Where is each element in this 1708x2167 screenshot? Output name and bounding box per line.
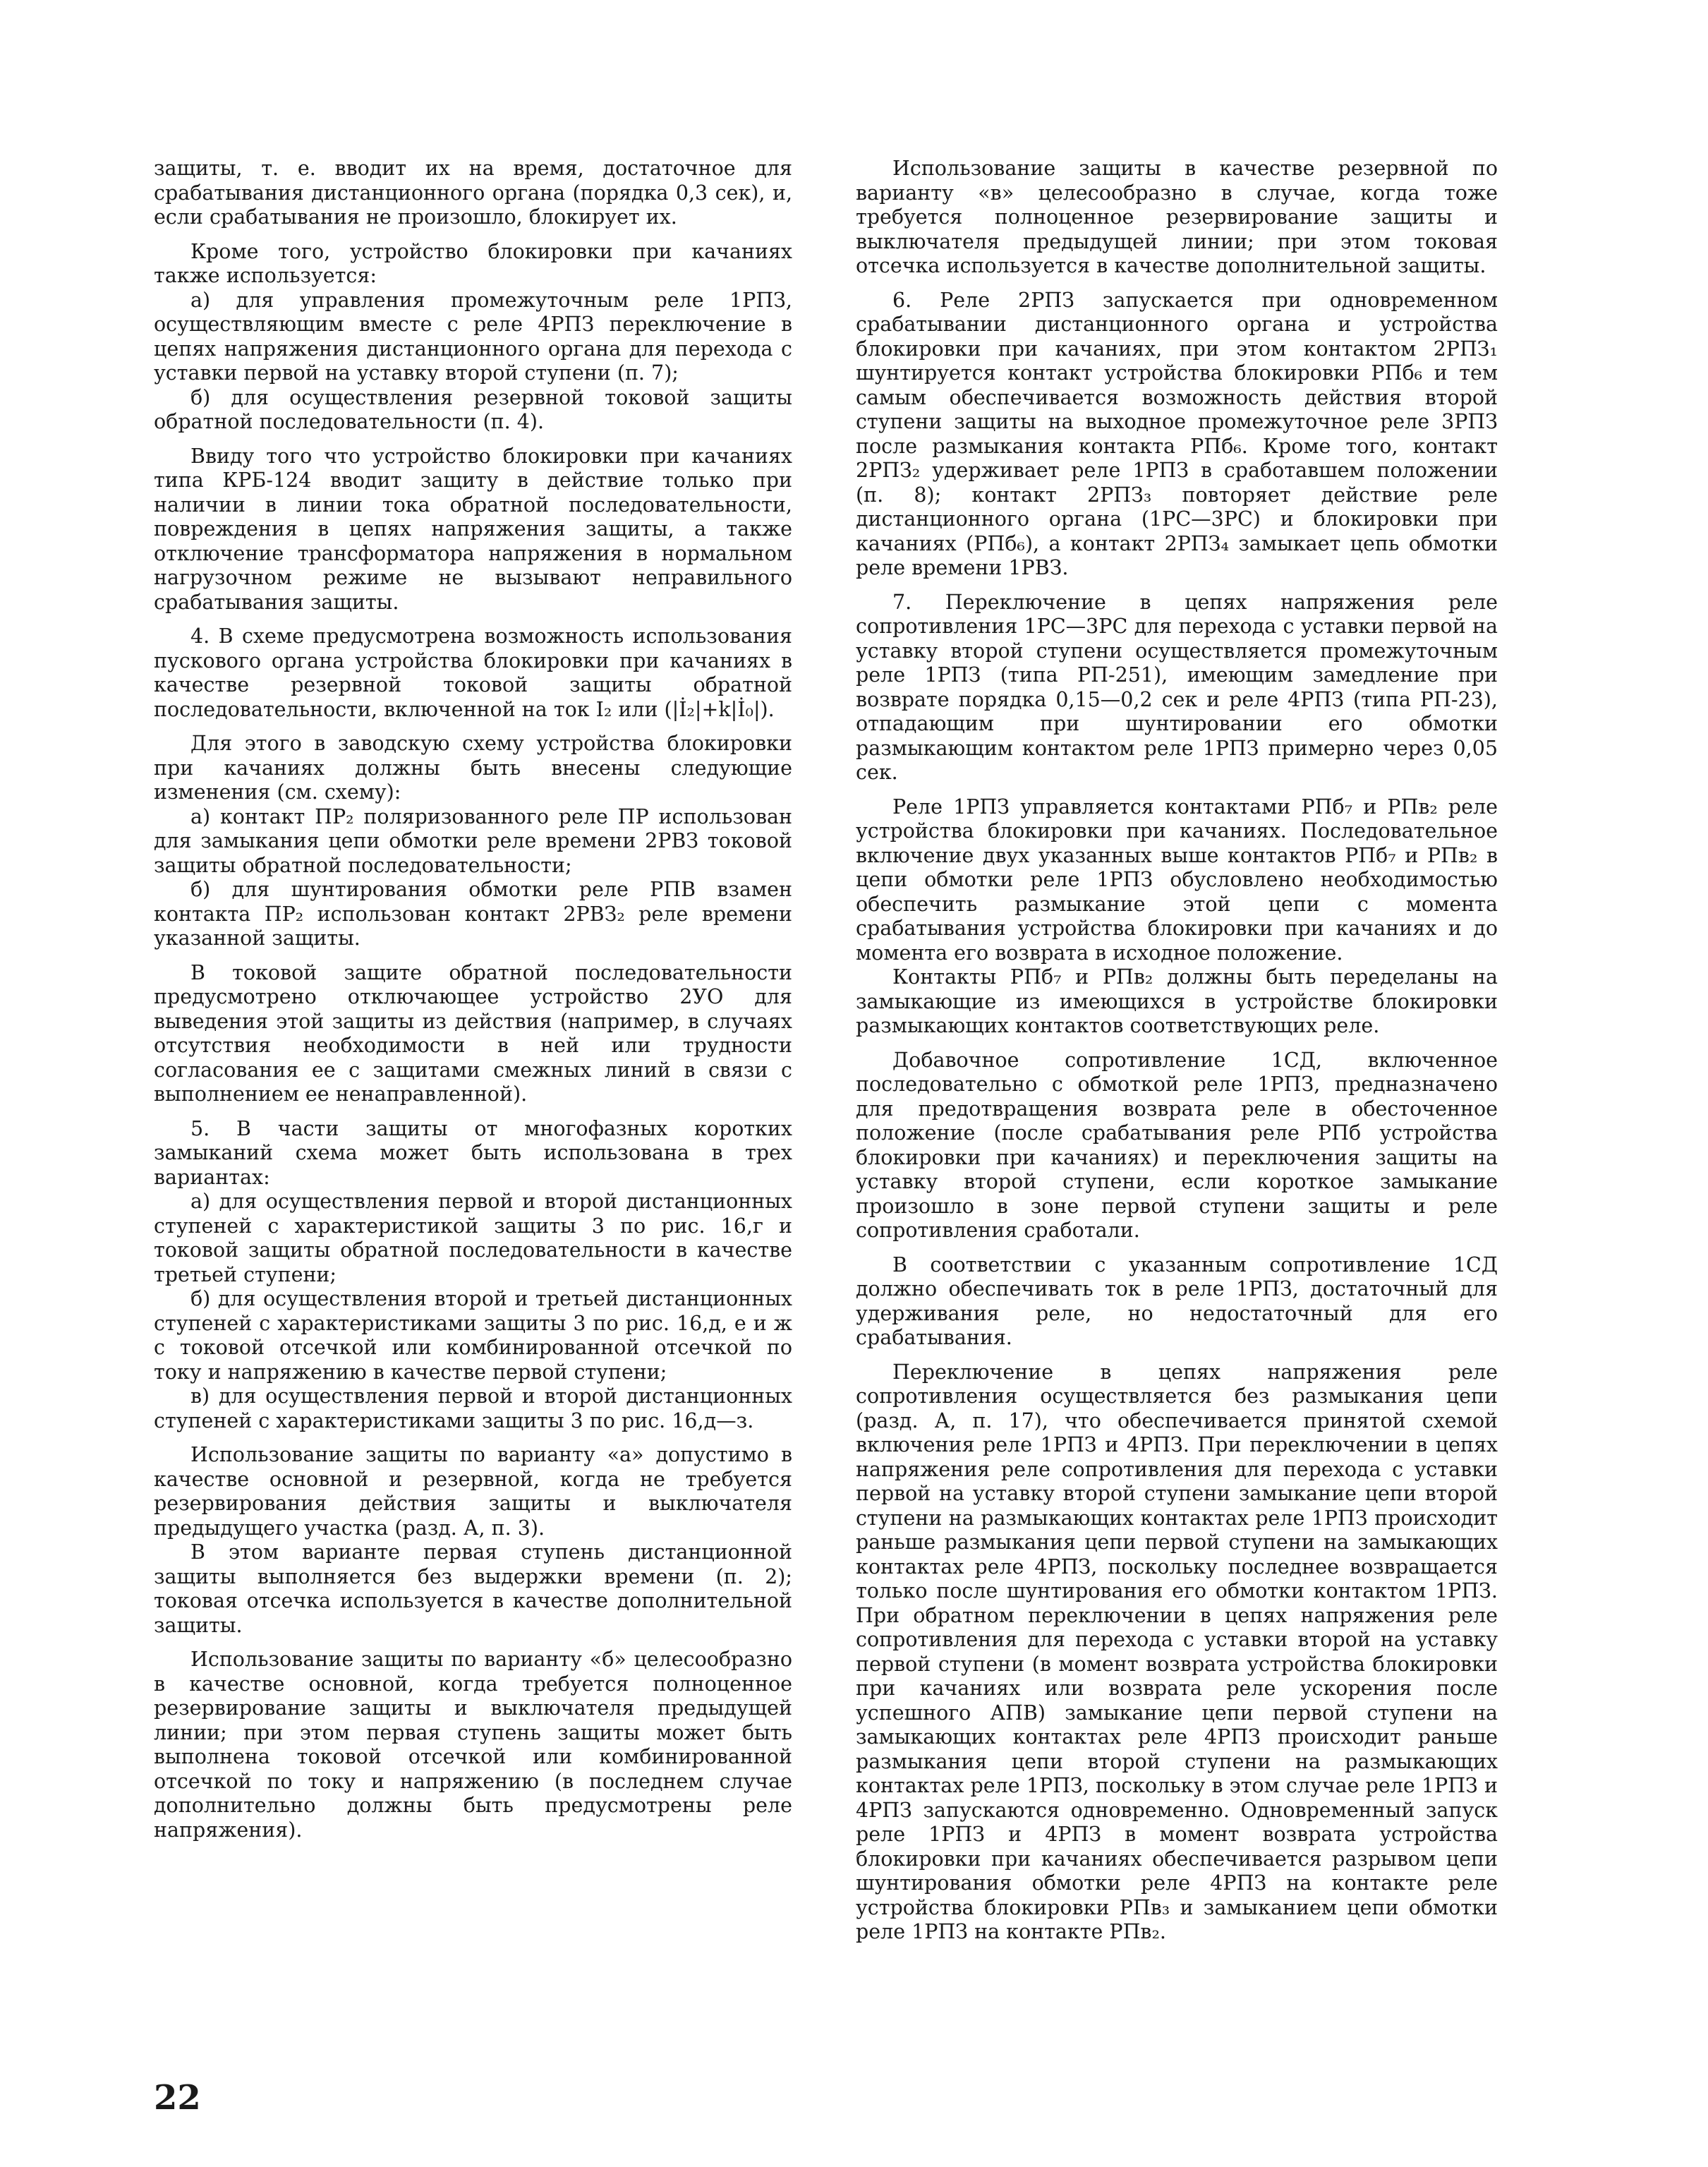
paragraph: В этом варианте первая ступень дистанционной защиты выполняется без выдержки времени (п. 2); токовая отсечка используется в качестве дополнительной защиты.: [154, 1540, 792, 1637]
paragraph: 5. В части защиты от многофазных коротких замыканий схема может быть использована в трех вариантах:: [154, 1116, 792, 1189]
paragraph: защиты, т. е. вводит их на время, достаточное для срабатывания дистанционного органа (порядка 0,3 сек), и, если срабатывания не произошло, блокирует их.: [154, 157, 792, 229]
paragraph: а) контакт ПР₂ поляризованного реле ПР использован для замыкания цепи обмотки реле времени 2РВЗ токовой защиты обратной последовательности;: [154, 804, 792, 877]
paragraph: 4. В схеме предусмотрена возможность использования пускового органа устройства блокировки при качаниях в качестве резервной токовой защиты обратной последовательности, включенной на ток I₂ или (|İ₂|+k|İ₀|).: [154, 624, 792, 721]
paragraph: В соответствии с указанным сопротивление 1СД должно обеспечивать ток в реле 1РПЗ, достаточный для удерживания реле, но недостаточный для его срабатывания.: [856, 1252, 1498, 1349]
paragraph: Использование защиты по варианту «а» допустимо в качестве основной и резервной, когда не требуется резервирования действия защиты и выключателя предыдущего участка (разд. А, п. 3).: [154, 1443, 792, 1540]
page-number: 22: [154, 2078, 201, 2118]
paragraph: Для этого в заводскую схему устройства блокировки при качаниях должны быть внесены следующие изменения (см. схему):: [154, 732, 792, 804]
paragraph: а) для управления промежуточным реле 1РПЗ, осуществляющим вместе с реле 4РПЗ переключение в цепях напряжения дистанционного органа для перехода с уставки первой на уставку второй ступени (п. 7);: [154, 288, 792, 385]
paragraph: Ввиду того что устройство блокировки при качаниях типа КРБ-124 вводит защиту в действие только при наличии в линии тока обратной последовательности, повреждения в цепях напряжения защиты, а также отключение трансформатора напряжения в нормальном нагрузочном режиме не вызывают неправильного срабатывания защиты.: [154, 444, 792, 614]
paragraph: Добавочное сопротивление 1СД, включенное последовательно с обмоткой реле 1РПЗ, предназначено для предотвращения возврата реле в обесточенное положение (после срабатывания реле РПб устройства блокировки при качаниях) и переключения защиты на уставку второй ступени, если короткое замыкание произошло в зоне первой ступени защиты и реле сопротивления сработали.: [856, 1048, 1498, 1242]
paragraph: в) для осуществления первой и второй дистанционных ступеней с характеристиками защиты 3 по рис. 16,д—з.: [154, 1384, 792, 1432]
paragraph: 7. Переключение в цепях напряжения реле сопротивления 1РС—3РС для перехода с уставки первой на уставку второй ступени осуществляется промежуточным реле 1РПЗ (типа РП-251), имеющим замедление при возврате порядка 0,15—0,2 сек и реле 4РПЗ (типа РП-23), отпадающим при шунтировании его обмотки размыкающим контактом реле 1РПЗ примерно через 0,05 сек.: [856, 590, 1498, 784]
paragraph: б) для шунтирования обмотки реле РПВ взамен контакта ПР₂ использован контакт 2РВЗ₂ реле времени указанной защиты.: [154, 878, 792, 950]
paragraph: б) для осуществления резервной токовой защиты обратной последовательности (п. 4).: [154, 385, 792, 433]
paragraph: Реле 1РПЗ управляется контактами РПб₇ и РПв₂ реле устройства блокировки при качаниях. Последовательное включение двух указанных выше контактов РПб₇ и РПв₂ в цепи обмотки реле 1РПЗ обусловлено необходимостью обеспечить размыкание этой цепи с момента срабатывания устройства блокировки при качаниях и до момента его возврата в исходное положение.: [856, 795, 1498, 965]
paragraph: В токовой защите обратной последовательности предусмотрено отключающее устройство 2УО для выведения этой защиты из действия (например, в случаях отсутствия необходимости в ней или трудности согласования ее с защитами смежных линий в связи с выполнением ее ненаправленной).: [154, 960, 792, 1106]
paragraph: б) для осуществления второй и третьей дистанционных ступеней с характеристиками защиты 3 по рис. 16,д, е и ж с токовой отсечкой или комбинированной отсечкой по току и напряжению в качестве первой ступени;: [154, 1287, 792, 1384]
paragraph: Использование защиты в качестве резервной по варианту «в» целесообразно в случае, когда тоже требуется полноценное резервирование защиты и выключателя предыдущей линии; при этом токовая отсечка используется в качестве дополнительной защиты.: [856, 157, 1498, 277]
paragraph: 6. Реле 2РПЗ запускается при одновременном срабатывании дистанционного органа и устройства блокировки при качаниях, при этом контактом 2РПЗ₁ шунтируется контакт устройства блокировки РПб₆ и тем самым обеспечивается возможность действия второй ступени защиты на выходное промежуточное реле 3РПЗ после размыкания контакта РПб₆. Кроме того, контакт 2РПЗ₂ удерживает реле 1РПЗ в сработавшем положении (п. 8); контакт 2РПЗ₃ повторяет действие реле дистанционного органа (1РС—3РС) и блокировки при качаниях (РПб₆), а контакт 2РПЗ₄ замыкает цепь обмотки реле времени 1РВЗ.: [856, 288, 1498, 579]
right-column: [856, 157, 1498, 1945]
paragraph: Переключение в цепях напряжения реле сопротивления осуществляется без размыкания цепи (разд. А, п. 17), что обеспечивается принятой схемой включения реле 1РПЗ и 4РПЗ. При переключении в цепях напряжения реле сопротивления для перехода с уставки первой на уставку второй ступени замыкание цепи второй ступени на размыкающих контактах реле 1РПЗ происходит раньше размыкания цепи первой ступени на замыкающих контактах реле 4РПЗ, поскольку последнее возвращается только после шунтирования его обмотки контактом 1РПЗ. При обратном переключении в цепях напряжения реле сопротивления для перехода с уставки второй на уставку первой ступени (в момент возврата устройства блокировки при качаниях или возврата реле ускорения после успешного АПВ) замыкание цепи первой ступени на замыкающих контактах реле 4РПЗ происходит раньше размыкания цепи второй ступени на размыкающих контактах реле 1РПЗ, поскольку в этом случае реле 1РПЗ и 4РПЗ запускаются одновременно. Одновременный запуск реле 1РПЗ и 4РПЗ в момент возврата устройства блокировки при качаниях обеспечивается разрывом цепи шунтирования обмотки реле 4РПЗ на контакте реле устройства блокировки РПв₃ и замыканием цепи обмотки реле 1РПЗ на контакте РПв₂.: [856, 1360, 1498, 1943]
left-column: [154, 157, 792, 1842]
paragraph: Кроме того, устройство блокировки при качаниях также используется:: [154, 239, 792, 287]
paragraph: а) для осуществления первой и второй дистанционных ступеней с характеристикой защиты 3 по рис. 16,г и токовой защиты обратной последовательности в качестве третьей ступени;: [154, 1190, 792, 1286]
paragraph: Контакты РПб₇ и РПв₂ должны быть переделаны на замыкающие из имеющихся в устройстве блокировки размыкающих контактов соответствующих реле.: [856, 965, 1498, 1037]
paragraph: Использование защиты по варианту «б» целесообразно в качестве основной, когда требуется полноценное резервирование защиты и выключателя предыдущей линии; при этом первая ступень защиты может быть выполнена токовой отсечкой или комбинированной отсечкой по току и напряжению (в последнем случае дополнительно должны быть предусмотрены реле напряжения).: [154, 1648, 792, 1842]
